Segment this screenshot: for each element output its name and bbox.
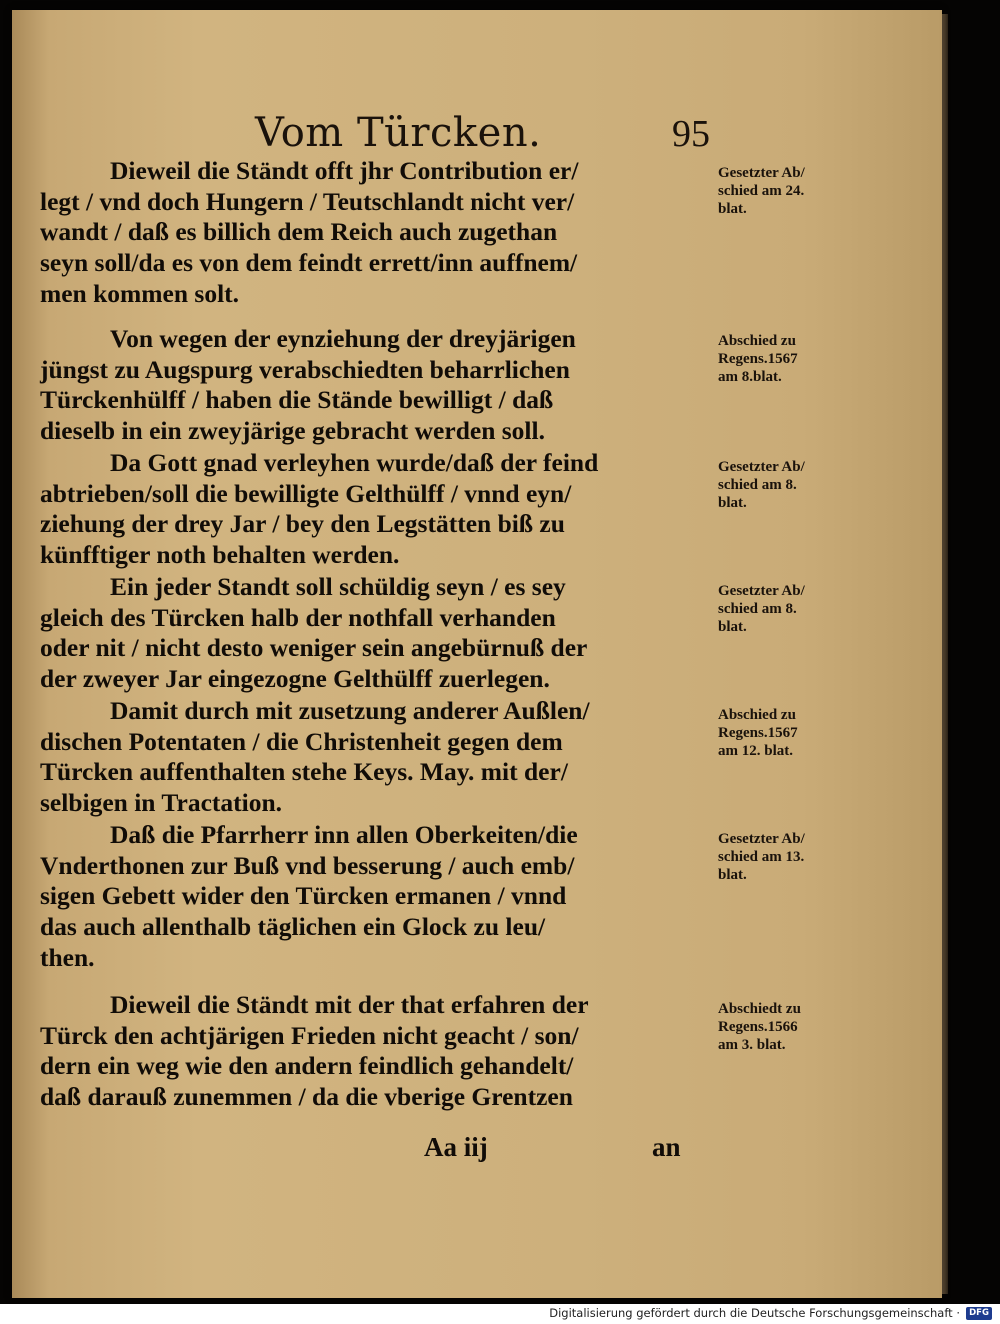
- text-line: Damit durch mit zusetzung anderer Außlen/: [110, 696, 590, 725]
- margin-note-line: blat.: [718, 619, 747, 635]
- margin-note-4: [718, 582, 858, 636]
- text-line: Dieweil die Ständt offt jhr Contribution er/: [110, 156, 579, 185]
- paragraph-1: [40, 156, 578, 309]
- text-line: daß darauß zunemmen / da die vberige Grentzen: [40, 1082, 573, 1112]
- margin-note-line: blat.: [718, 201, 747, 217]
- margin-note-1: [718, 164, 858, 218]
- margin-note-line: Gesetzter Ab/: [718, 165, 805, 181]
- text-line: künfftiger noth behalten werden.: [40, 540, 400, 570]
- margin-note-6: [718, 830, 858, 884]
- text-line: abtrieben/soll die bewilligte Gelthülff / vnnd eyn/: [40, 478, 572, 508]
- margin-note-7: [718, 1000, 858, 1054]
- margin-note-line: Abschied zu: [718, 333, 796, 349]
- text-line: wandt / daß es billich dem Reich auch zugethan: [40, 217, 558, 247]
- margin-note-line: Regens.1567: [718, 725, 798, 741]
- margin-note-line: schied am 24.: [718, 183, 805, 199]
- margin-note-3: [718, 458, 858, 512]
- page-number: 95: [672, 113, 710, 155]
- margin-note-line: blat.: [718, 495, 747, 511]
- text-line: dieselb in ein zweyjärige gebracht werden soll.: [40, 416, 545, 446]
- text-line: ziehung der drey Jar / bey den Legstätten biß zu: [40, 509, 565, 539]
- paragraph-6: [40, 820, 578, 973]
- text-line: Von wegen der eynziehung der dreyjärigen: [110, 324, 576, 353]
- margin-note-line: Gesetzter Ab/: [718, 459, 805, 475]
- paragraph-5: [40, 696, 590, 819]
- footer-bar: [0, 1304, 1000, 1324]
- text-line: der zweyer Jar eingezogne Gelthülff zuerlegen.: [40, 664, 550, 694]
- margin-note-line: am 3. blat.: [718, 1037, 786, 1053]
- text-line: Türckenhülff / haben die Stände bewilligt / daß: [40, 385, 554, 415]
- text-line: Ein jeder Standt soll schüldig seyn / es sey: [110, 572, 566, 601]
- text-line: seyn soll/da es von dem feindt errett/inn auffnem/: [40, 248, 578, 278]
- margin-note-line: am 12. blat.: [718, 743, 793, 759]
- page-header: [12, 110, 942, 160]
- dfg-logo: DFG: [966, 1307, 992, 1320]
- paragraph-2: [40, 324, 576, 447]
- text-line: dischen Potentaten / die Christenheit gegen dem: [40, 726, 563, 756]
- catchword: an: [652, 1132, 681, 1162]
- text-line: men kommen solt.: [40, 278, 240, 308]
- margin-note-line: Regens.1566: [718, 1019, 798, 1035]
- text-line: Türcken auffenthalten stehe Keys. May. mit der/: [40, 757, 568, 787]
- margin-note-line: Gesetzter Ab/: [718, 583, 805, 599]
- margin-note-line: am 8.blat.: [718, 369, 782, 385]
- text-line: Vnderthonen zur Buß vnd besserung / auch emb/: [40, 850, 575, 880]
- margin-note-line: schied am 8.: [718, 601, 797, 617]
- margin-note-5: [718, 706, 858, 760]
- margin-note-line: blat.: [718, 867, 747, 883]
- paragraph-7: [40, 990, 589, 1113]
- text-line: das auch allenthalb täglichen ein Glock zu leu/: [40, 912, 546, 942]
- margin-note-line: schied am 8.: [718, 477, 797, 493]
- text-line: legt / vnd doch Hungern / Teutschlandt nicht ver/: [40, 186, 575, 216]
- text-line: selbigen in Tractation.: [40, 788, 283, 818]
- running-title: Vom Türcken.: [255, 110, 542, 156]
- text-line: Türck den achtjärigen Frieden nicht geacht / son/: [40, 1020, 579, 1050]
- margin-note-line: Abschied zu: [718, 707, 796, 723]
- margin-note-line: schied am 13.: [718, 849, 805, 865]
- margin-note-line: Regens.1567: [718, 351, 798, 367]
- text-line: sigen Gebett wider den Türcken ermanen / vnnd: [40, 881, 567, 911]
- text-line: gleich des Türcken halb der nothfall verhanden: [40, 602, 556, 632]
- text-line: Dieweil die Ständt mit der that erfahren der: [110, 990, 589, 1019]
- text-line: dern ein weg wie den andern feindlich gehandelt/: [40, 1051, 574, 1081]
- margin-note-2: [718, 332, 858, 386]
- text-line: Da Gott gnad verleyhen wurde/daß der feind: [110, 448, 599, 477]
- footer-credit: Digitalisierung gefördert durch die Deutsche Forschungsgemeinschaft ·: [549, 1306, 960, 1320]
- text-line: oder nit / nicht desto weniger sein angebürnuß der: [40, 633, 588, 663]
- margin-note-line: Gesetzter Ab/: [718, 831, 805, 847]
- signature-mark: Aa iij: [424, 1132, 488, 1162]
- text-line: jüngst zu Augspurg verabschiedten beharrlichen: [40, 354, 570, 384]
- paragraph-3: [40, 448, 598, 571]
- book-page: [12, 10, 942, 1298]
- margin-note-line: Abschiedt zu: [718, 1001, 801, 1017]
- text-line: then.: [40, 942, 95, 972]
- paragraph-4: [40, 572, 587, 695]
- text-line: Daß die Pfarrherr inn allen Oberkeiten/die: [110, 820, 578, 849]
